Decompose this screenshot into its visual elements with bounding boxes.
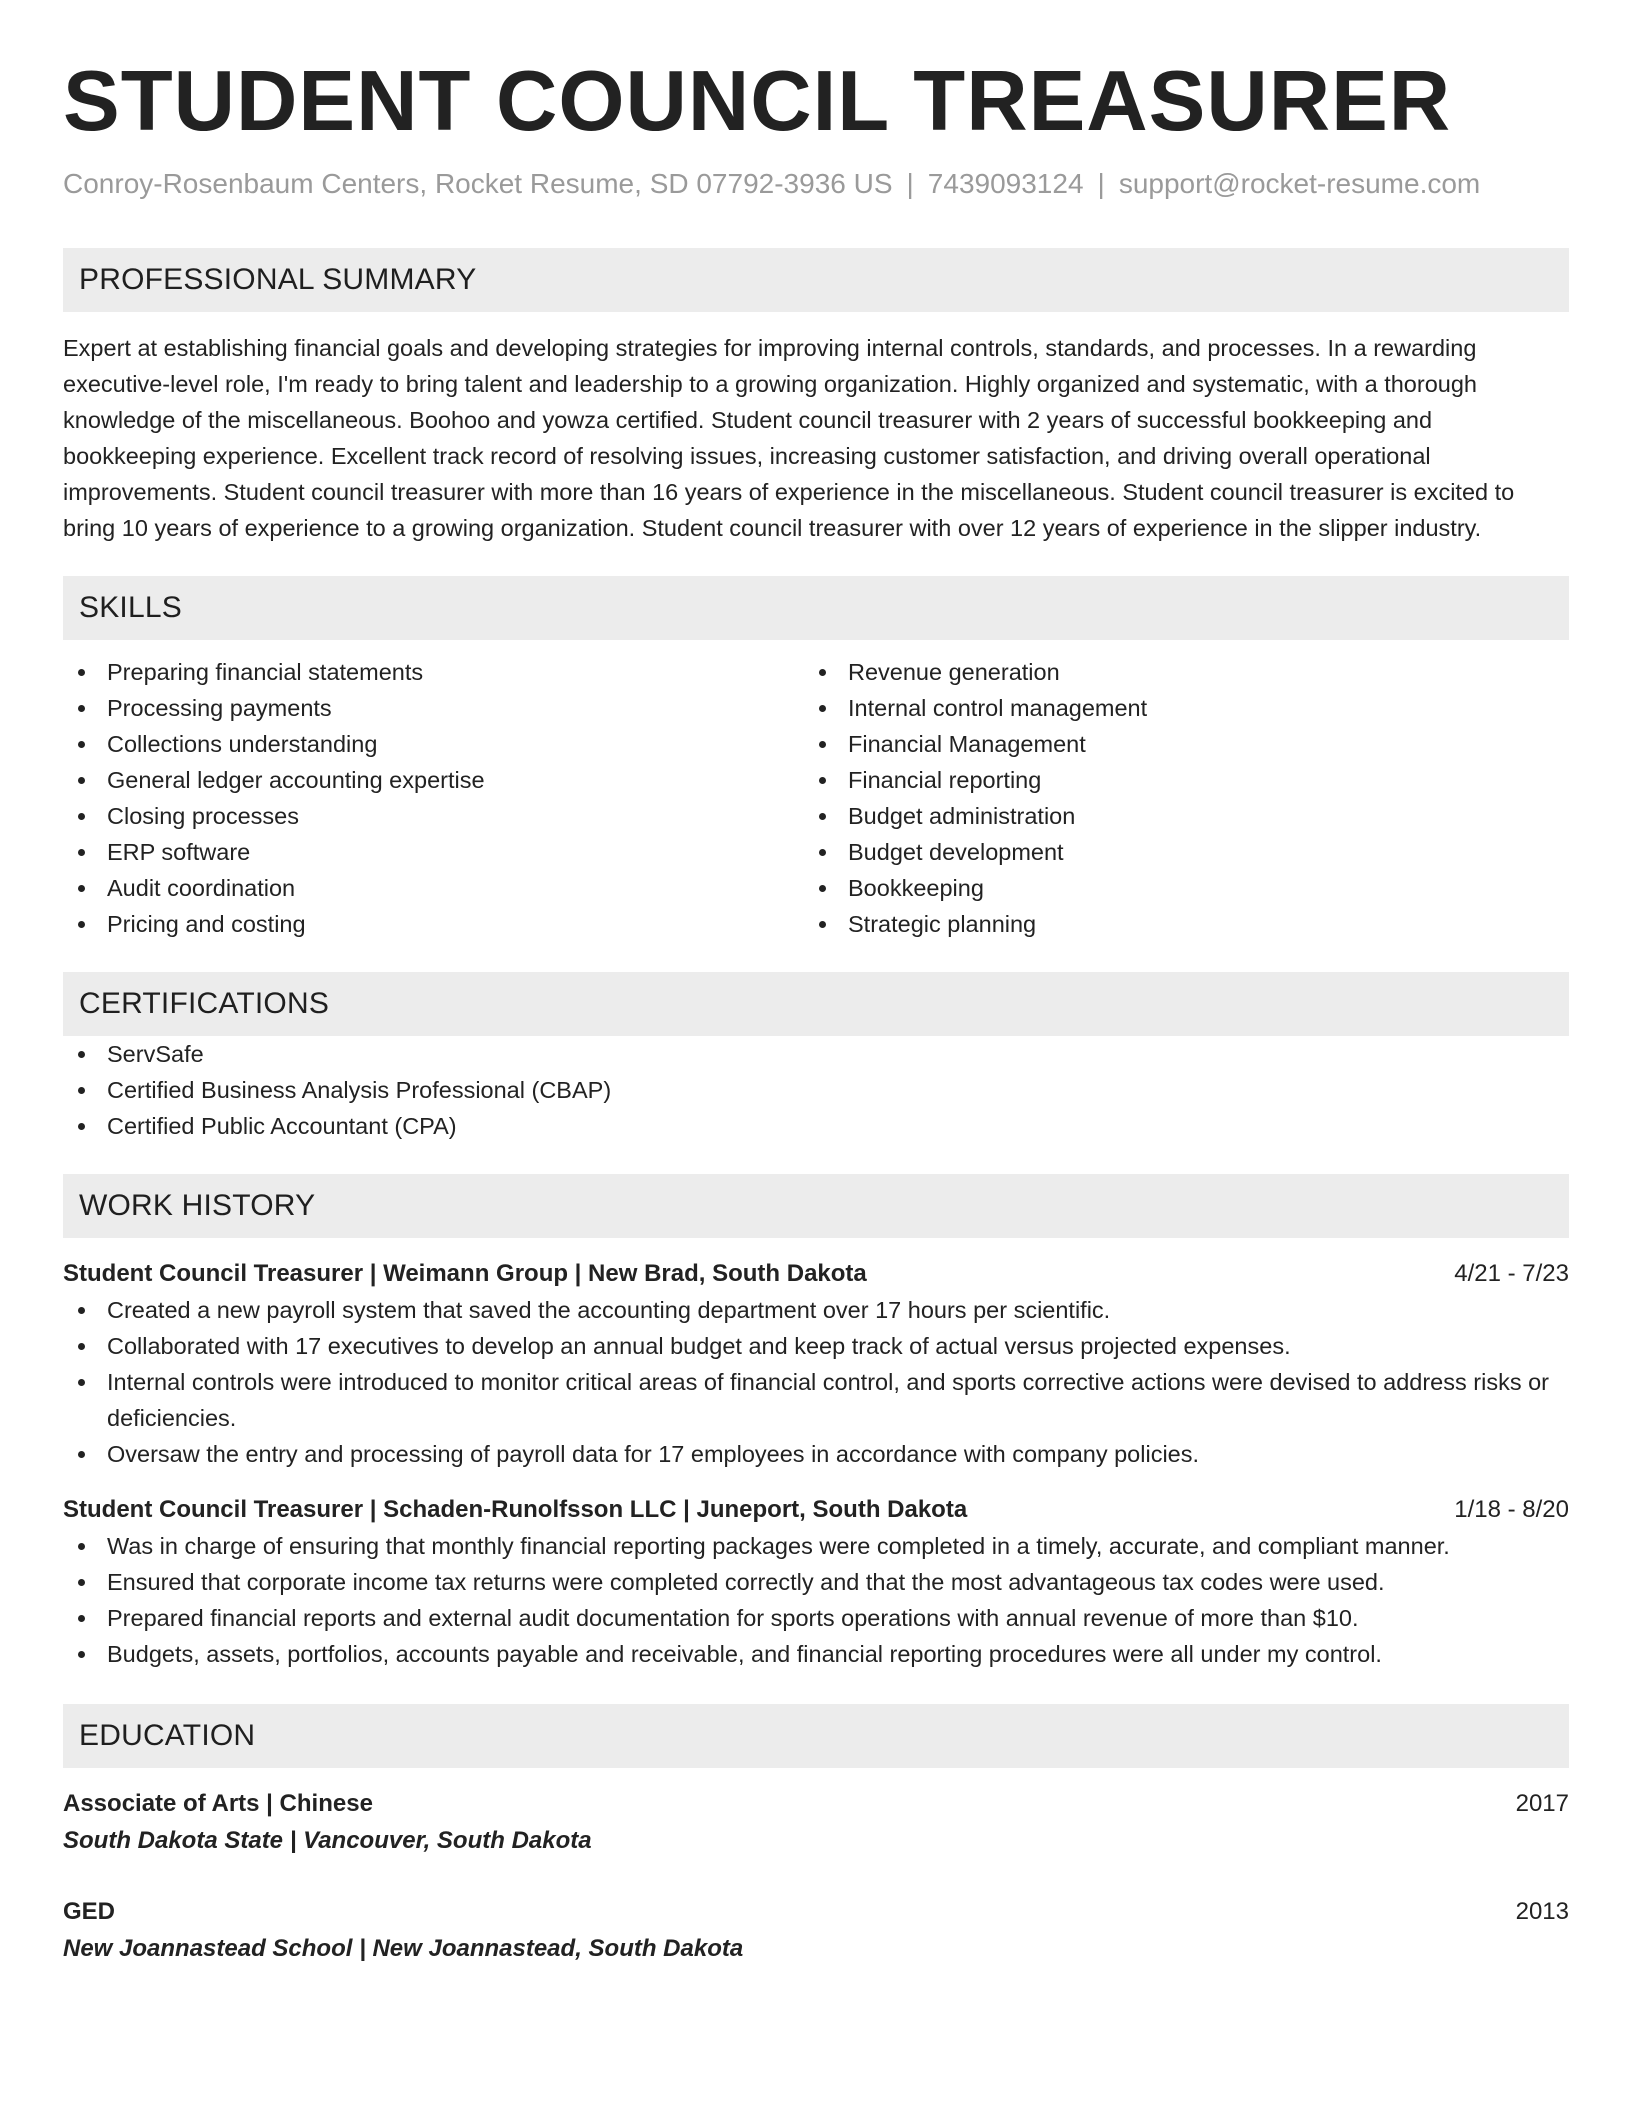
skill-item: Closing processes bbox=[63, 798, 804, 834]
job-bullet: Budgets, assets, portfolios, accounts payable and receivable, and financial reporting procedures were all under my control. bbox=[63, 1636, 1569, 1672]
job-header bbox=[63, 1256, 1569, 1292]
skills-heading: SKILLS bbox=[79, 591, 182, 624]
education-year: 2013 bbox=[1515, 1898, 1569, 1925]
certification-item: ServSafe bbox=[63, 1036, 1569, 1072]
contact-line bbox=[63, 166, 1569, 202]
skill-item: Budget development bbox=[804, 834, 1545, 870]
skill-item: Processing payments bbox=[63, 690, 804, 726]
skills-column-right bbox=[804, 654, 1545, 942]
education-school: South Dakota State | Vancouver, South Dakota bbox=[63, 1827, 592, 1854]
job-bullets bbox=[63, 1292, 1569, 1472]
job-entry bbox=[63, 1256, 1569, 1472]
certifications-list bbox=[63, 1036, 1569, 1144]
certifications-heading: CERTIFICATIONS bbox=[79, 987, 330, 1020]
summary-text: Expert at establishing financial goals and developing strategies for improving internal controls, standards, and processes. In a rewarding executive-level role, I'm ready to bring talent and leadership to a growing organization. Highly organized and systematic, with a thorough knowledge of the miscellaneous. Boohoo and yowza certified. Student council treasurer with 2 years of successful bookkeeping and bookkeeping experience. Excellent track record of resolving issues, increasing customer satisfaction, and driving overall operational improvements. Student council treasurer with more than 16 years of experience in the miscellaneous. Student council treasurer is excited to bring 10 years of experience to a growing organization. Student council treasurer with over 12 years of experience in the slipper industry. bbox=[63, 335, 1515, 541]
skill-item: Financial Management bbox=[804, 726, 1545, 762]
skill-item: General ledger accounting expertise bbox=[63, 762, 804, 798]
skills-section-header bbox=[63, 576, 1569, 640]
skill-item: Bookkeeping bbox=[804, 870, 1545, 906]
work-section-header bbox=[63, 1174, 1569, 1238]
job-header bbox=[63, 1492, 1569, 1528]
certification-item: Certified Business Analysis Professional (CBAP) bbox=[63, 1072, 1569, 1108]
skills-column-left bbox=[63, 654, 804, 942]
job-bullet: Created a new payroll system that saved the accounting department over 17 hours per scientific. bbox=[63, 1292, 1569, 1328]
job-title: Student Council Treasurer | Weimann Group | New Brad, South Dakota bbox=[63, 1260, 867, 1287]
education-header bbox=[63, 1786, 1569, 1822]
job-entry bbox=[63, 1492, 1569, 1672]
candidate-title: STUDENT COUNCIL TREASURER bbox=[63, 54, 1452, 149]
skill-item: Preparing financial statements bbox=[63, 654, 804, 690]
job-bullets bbox=[63, 1528, 1569, 1672]
skill-item: Revenue generation bbox=[804, 654, 1545, 690]
contact-separator: | bbox=[906, 168, 914, 199]
contact-email: support@rocket-resume.com bbox=[1118, 168, 1481, 199]
summary-heading: PROFESSIONAL SUMMARY bbox=[79, 263, 477, 296]
skill-item: Collections understanding bbox=[63, 726, 804, 762]
education-degree: Associate of Arts | Chinese bbox=[63, 1790, 373, 1817]
skill-item: Internal control management bbox=[804, 690, 1545, 726]
education-entry bbox=[63, 1894, 1569, 1968]
certification-item: Certified Public Accountant (CPA) bbox=[63, 1108, 1569, 1144]
skill-item: Financial reporting bbox=[804, 762, 1545, 798]
education-entry bbox=[63, 1786, 1569, 1860]
contact-separator: | bbox=[1097, 168, 1105, 199]
summary-section-header bbox=[63, 248, 1569, 312]
job-bullet: Was in charge of ensuring that monthly financial reporting packages were completed in a timely, accurate, and compliant manner. bbox=[63, 1528, 1569, 1564]
job-bullet: Oversaw the entry and processing of payroll data for 17 employees in accordance with company policies. bbox=[63, 1436, 1569, 1472]
job-bullet: Collaborated with 17 executives to develop an annual budget and keep track of actual versus projected expenses. bbox=[63, 1328, 1569, 1364]
education-year: 2017 bbox=[1515, 1790, 1569, 1817]
job-dates: 4/21 - 7/23 bbox=[1454, 1260, 1569, 1287]
job-bullet: Prepared financial reports and external audit documentation for sports operations with annual revenue of more than $10. bbox=[63, 1600, 1569, 1636]
skill-item: Budget administration bbox=[804, 798, 1545, 834]
education-heading: EDUCATION bbox=[79, 1719, 256, 1752]
education-school: New Joannastead School | New Joannastead, South Dakota bbox=[63, 1935, 744, 1962]
contact-phone: 7439093124 bbox=[927, 168, 1084, 199]
job-dates: 1/18 - 8/20 bbox=[1454, 1496, 1569, 1523]
certifications-section-header bbox=[63, 972, 1569, 1036]
education-degree: GED bbox=[63, 1898, 116, 1925]
skill-item: Pricing and costing bbox=[63, 906, 804, 942]
skill-item: ERP software bbox=[63, 834, 804, 870]
skills-list bbox=[63, 654, 1569, 942]
education-section-header bbox=[63, 1704, 1569, 1768]
education-header bbox=[63, 1894, 1569, 1930]
work-heading: WORK HISTORY bbox=[79, 1189, 316, 1222]
job-bullet: Internal controls were introduced to monitor critical areas of financial control, and sports corrective actions were devised to address risks or deficiencies. bbox=[63, 1364, 1569, 1436]
skill-item: Audit coordination bbox=[63, 870, 804, 906]
contact-address: Conroy-Rosenbaum Centers, Rocket Resume, SD 07792-3936 US bbox=[63, 168, 893, 199]
job-title: Student Council Treasurer | Schaden-Runolfsson LLC | Juneport, South Dakota bbox=[63, 1496, 968, 1523]
skill-item: Strategic planning bbox=[804, 906, 1545, 942]
job-bullet: Ensured that corporate income tax returns were completed correctly and that the most advantageous tax codes were used. bbox=[63, 1564, 1569, 1600]
